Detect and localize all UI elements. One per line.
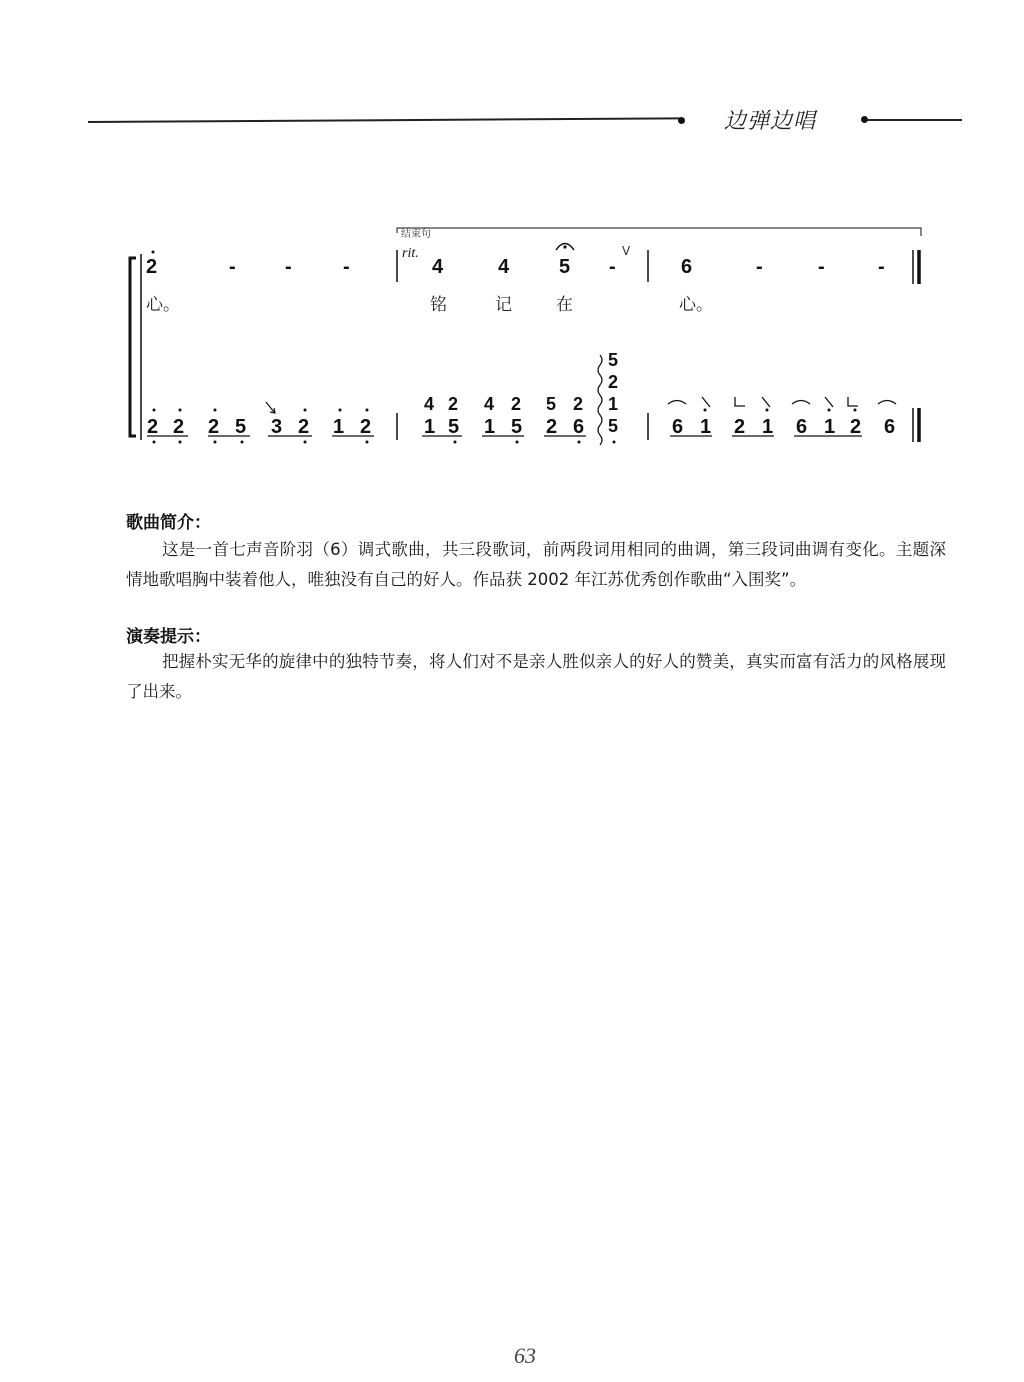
accomp-note: 2	[360, 416, 372, 438]
ritardando-mark: rit.	[402, 246, 419, 261]
accomp-note: 1	[700, 416, 712, 438]
accomp-note: 2	[298, 416, 310, 438]
accomp-note: 5	[608, 350, 619, 370]
accomp-note: 5	[608, 416, 619, 436]
breath-mark: V	[622, 244, 631, 258]
accomp-note: 1	[484, 416, 496, 438]
ending-section-label: 结束句	[401, 229, 431, 240]
accomp-note: 2	[208, 416, 220, 438]
running-header-title: 边弹边唱	[724, 109, 817, 134]
accomp-note: 2	[734, 416, 746, 438]
accomp-note: 2	[573, 394, 584, 414]
accomp-note: 2	[850, 416, 862, 438]
accomp-note: 1	[608, 394, 619, 414]
lyric: 在	[556, 295, 573, 315]
melody-dash: -	[756, 256, 763, 278]
lyric: 铭	[430, 295, 447, 315]
melody-note: 5	[559, 256, 571, 278]
accomp-note: 6	[796, 416, 808, 438]
accomp-note: 2	[147, 416, 159, 438]
melody-note: 2	[146, 256, 158, 278]
melody-dash: -	[229, 256, 236, 278]
lyric: 记	[495, 295, 512, 315]
lyric: 心。	[146, 295, 180, 315]
accomp-note: 2	[511, 394, 522, 414]
accomp-note: 2	[173, 416, 185, 438]
intro-heading: 歌曲简介：	[126, 513, 211, 533]
melody-note: 4	[498, 256, 510, 278]
melody-note: 4	[432, 256, 444, 278]
tips-heading: 演奏提示：	[126, 627, 211, 647]
accomp-note: 5	[546, 394, 557, 414]
accomp-note: 2	[608, 372, 619, 392]
accomp-note: 1	[762, 416, 774, 438]
accomp-note: 6	[884, 416, 896, 438]
accomp-note: 4	[424, 394, 435, 414]
accomp-note: 1	[424, 416, 436, 438]
melody-dash: -	[609, 256, 616, 278]
music-score	[0, 0, 1024, 480]
accomp-note: 1	[824, 416, 836, 438]
accomp-note: 2	[448, 394, 459, 414]
lyric: 心。	[679, 295, 713, 315]
melody-dash: -	[818, 256, 825, 278]
accomp-note: 5	[511, 416, 523, 438]
accomp-note: 6	[573, 416, 585, 438]
accomp-note: 3	[271, 416, 283, 438]
accomp-note: 5	[448, 416, 460, 438]
page-number: 63	[514, 1343, 536, 1368]
tips-paragraph: 把握朴实无华的旋律中的独特节奏，将人们对不是亲人胜似亲人的好人的赞美，真实而富有活力的风格展现了出来。	[126, 652, 946, 701]
accomp-note: 2	[546, 416, 558, 438]
melody-dash: -	[343, 256, 350, 278]
accomp-note: 5	[235, 416, 247, 438]
accomp-note: 6	[672, 416, 684, 438]
melody-dash: -	[878, 256, 885, 278]
melody-dash: -	[285, 256, 292, 278]
accomp-note: 4	[484, 394, 495, 414]
intro-paragraph: 这是一首七声音阶羽（6）调式歌曲，共三段歌词，前两段词用相同的曲调，第三段词曲调有变化。主题深情地歌唱胸中装着他人，唯独没有自己的好人。作品获 2002 年江苏优秀创作歌曲“入围奖”。	[126, 540, 946, 589]
accomp-note: 1	[333, 416, 345, 438]
melody-note: 6	[681, 256, 693, 278]
